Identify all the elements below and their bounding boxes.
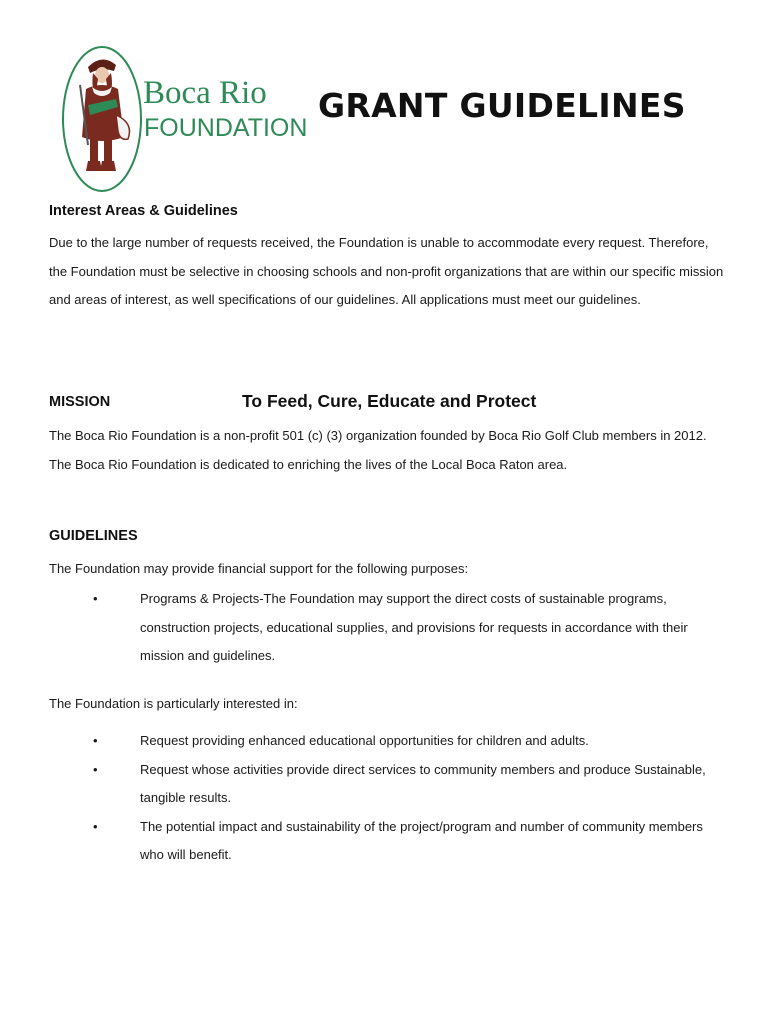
- interest-heading: Interest Areas & Guidelines: [49, 203, 238, 219]
- list-item: [49, 727, 729, 756]
- list-item: [49, 585, 729, 671]
- mission-paragraph: The Boca Rio Foundation is a non-profit 501 (c) (3) organization founded by Boca Rio Golf Club members in 2012. The Boca Rio Foundation is dedicated to enriching the lives of the Local Boca Raton area.: [49, 428, 707, 472]
- list-item-text: Request providing enhanced educational opportunities for children and adults.: [140, 733, 589, 748]
- interest-paragraph: Due to the large number of requests received, the Foundation is unable to accommodate every request. Therefore, the Foundation must be selective in choosing schools and non-profit organizations that are within our specific mission and areas of interest, as well specifications of our guidelines. All applications must meet our guidelines.: [49, 235, 724, 307]
- logo-name: Boca Rio: [143, 75, 267, 111]
- list-item-text: Programs & Projects-The Foundation may support the direct costs of sustainable programs, construction projects, educational supplies, and provisions for requests in accordance with their mission and guidelines.: [140, 591, 688, 663]
- bullet-icon: •: [93, 818, 98, 834]
- list-item-text: The potential impact and sustainability of the project/program and number of community members who will benefit.: [140, 818, 703, 862]
- bullet-icon: •: [93, 733, 98, 748]
- guidelines-intro: The Foundation may provide financial support for the following purposes:: [49, 561, 469, 576]
- foundation-logo: [58, 45, 308, 195]
- page-title: GRANT GUIDELINES: [318, 86, 686, 125]
- interest-list: [49, 727, 729, 870]
- mission-label: MISSION: [49, 394, 111, 410]
- list-item-text: Request whose activities provide direct services to community members and produce Sustainable, tangible results.: [140, 761, 706, 805]
- mission-row: [49, 391, 729, 415]
- list-item: [49, 813, 729, 870]
- list-item: [49, 756, 729, 813]
- bullet-icon: •: [93, 761, 98, 777]
- mission-motto: To Feed, Cure, Educate and Protect: [242, 391, 537, 411]
- guidelines-heading: GUIDELINES: [49, 528, 138, 544]
- bullet-icon: •: [93, 591, 98, 606]
- knight-figure-icon: [58, 45, 148, 195]
- logo-subtitle: FOUNDATION: [144, 114, 308, 142]
- interest-intro: The Foundation is particularly interested in:: [49, 696, 298, 711]
- support-list: [49, 585, 729, 671]
